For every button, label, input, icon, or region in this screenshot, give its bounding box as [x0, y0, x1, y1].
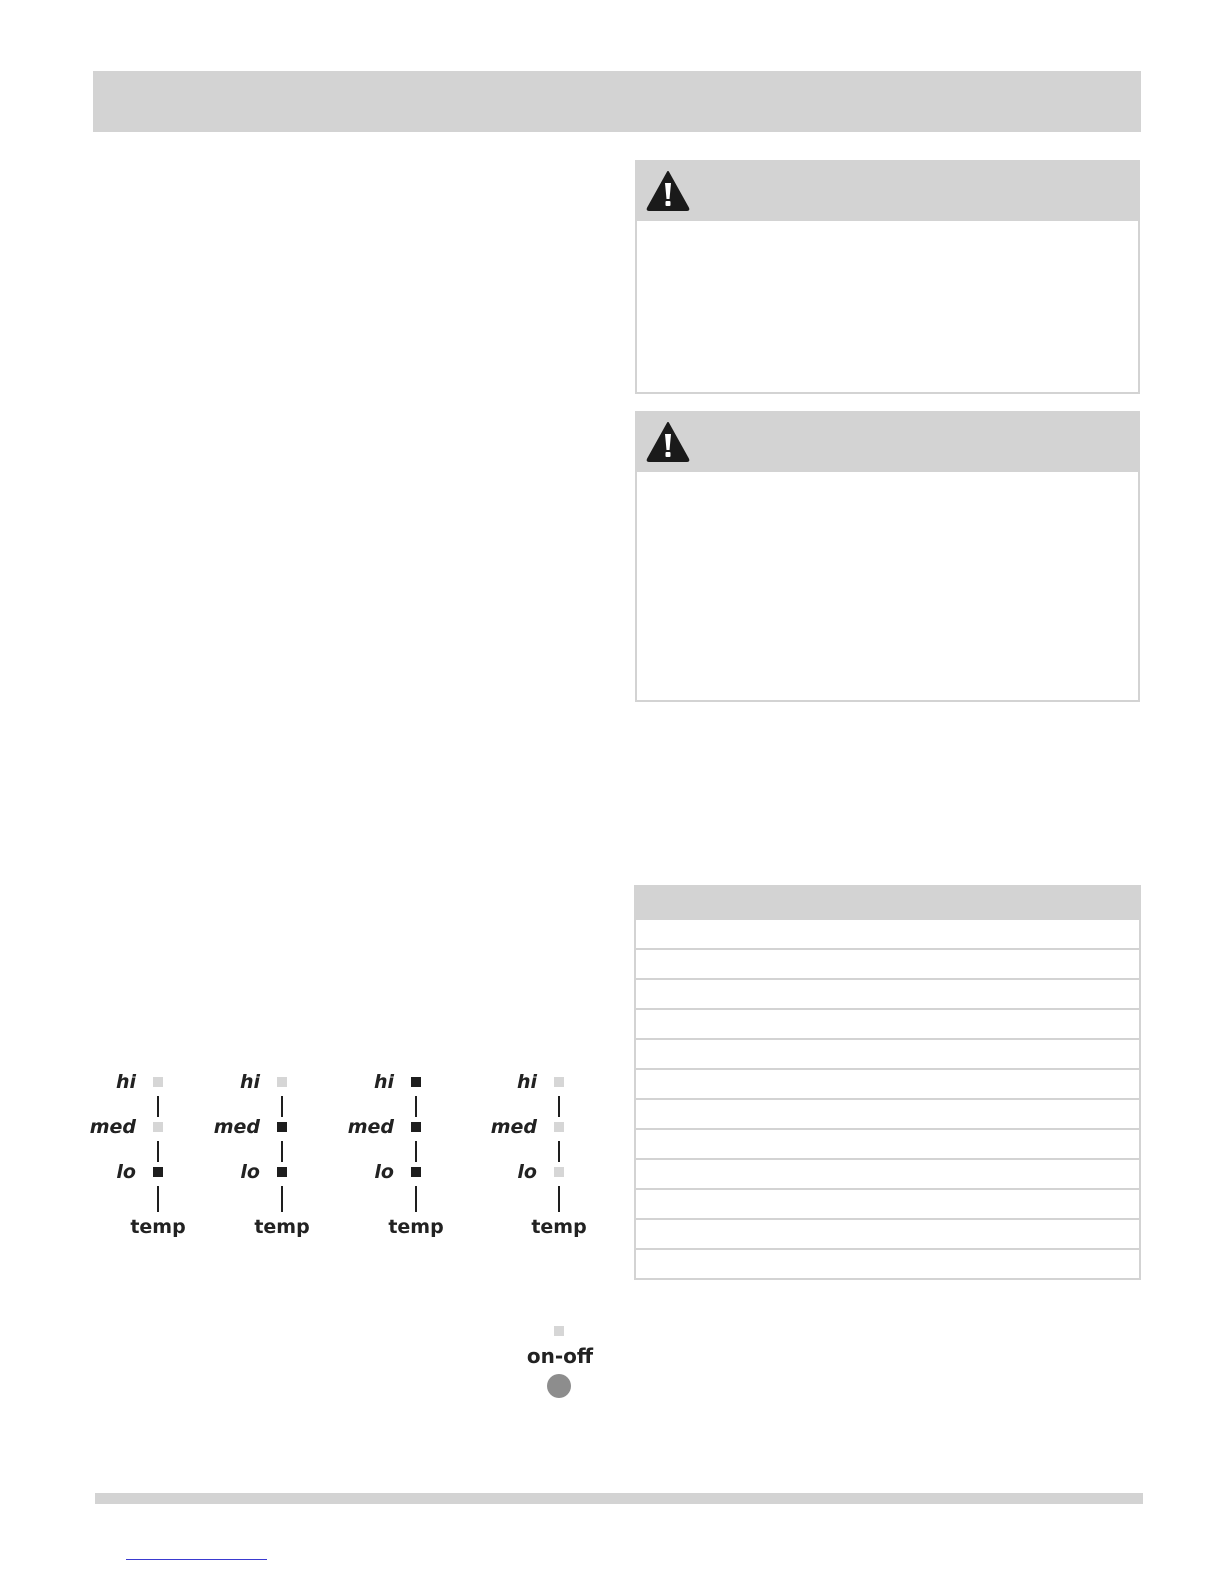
warning-header [637, 162, 1138, 221]
table-row [636, 1248, 1139, 1278]
fan-speed-column [490, 1060, 619, 1250]
table-row [636, 1218, 1139, 1248]
connector-line [558, 1141, 560, 1162]
fan-level-led-med [153, 1122, 163, 1132]
table-row [636, 1158, 1139, 1188]
temp-button[interactable]: temp [388, 1216, 444, 1238]
fan-level-label-med: med [490, 1116, 537, 1138]
fan-level-led-hi [411, 1077, 421, 1087]
table-row [636, 1188, 1139, 1218]
temp-button[interactable]: temp [531, 1216, 587, 1238]
connector-line [415, 1096, 417, 1117]
fan-level-label-lo: lo [374, 1161, 394, 1183]
warning-header [637, 413, 1138, 472]
fan-level-led-lo [153, 1167, 163, 1177]
fan-level-label-hi: hi [373, 1071, 394, 1093]
warning-box [635, 160, 1140, 394]
connector-line [558, 1186, 560, 1212]
warning-triangle-icon [646, 421, 690, 463]
fan-level-led-lo [554, 1167, 564, 1177]
power-button[interactable] [547, 1374, 571, 1398]
connector-line [157, 1186, 159, 1212]
fan-level-label-hi: hi [516, 1071, 537, 1093]
connector-line [281, 1186, 283, 1212]
fan-level-label-med: med [347, 1116, 394, 1138]
table-row [636, 1038, 1139, 1068]
table-row [636, 1128, 1139, 1158]
data-table [634, 885, 1141, 1280]
fan-level-led-lo [411, 1167, 421, 1177]
fan-level-led-med [411, 1122, 421, 1132]
table-row [636, 948, 1139, 978]
fan-level-label-med: med [89, 1116, 136, 1138]
fan-level-label-lo: lo [116, 1161, 136, 1183]
fan-level-label-lo: lo [517, 1161, 537, 1183]
fan-level-label-med: med [213, 1116, 260, 1138]
fan-speed-column [347, 1060, 476, 1250]
fan-level-led-hi [153, 1077, 163, 1087]
warning-box [635, 411, 1140, 702]
connector-line [415, 1186, 417, 1212]
power-label: on-off [526, 1344, 594, 1368]
temp-button[interactable]: temp [130, 1216, 186, 1238]
connector-line [281, 1096, 283, 1117]
fan-speed-column [213, 1060, 342, 1250]
fan-level-led-hi [554, 1077, 564, 1087]
table-row [636, 1068, 1139, 1098]
fan-level-led-med [277, 1122, 287, 1132]
temp-button[interactable]: temp [254, 1216, 310, 1238]
header-band [93, 71, 1141, 132]
footer-link[interactable] [126, 1559, 267, 1560]
table-row [636, 978, 1139, 1008]
fan-level-led-lo [277, 1167, 287, 1177]
connector-line [157, 1096, 159, 1117]
power-indicator-led [554, 1326, 564, 1336]
footer-band [95, 1493, 1143, 1504]
power-control [515, 1320, 605, 1400]
fan-level-label-hi: hi [115, 1071, 136, 1093]
connector-line [281, 1141, 283, 1162]
connector-line [415, 1141, 417, 1162]
table-row [636, 918, 1139, 948]
table-row [636, 1098, 1139, 1128]
fan-level-label-lo: lo [240, 1161, 260, 1183]
warning-triangle-icon [646, 170, 690, 212]
fan-level-led-hi [277, 1077, 287, 1087]
table-row [636, 1008, 1139, 1038]
table-header [636, 887, 1139, 918]
fan-level-led-med [554, 1122, 564, 1132]
connector-line [157, 1141, 159, 1162]
connector-line [558, 1096, 560, 1117]
fan-level-label-hi: hi [239, 1071, 260, 1093]
